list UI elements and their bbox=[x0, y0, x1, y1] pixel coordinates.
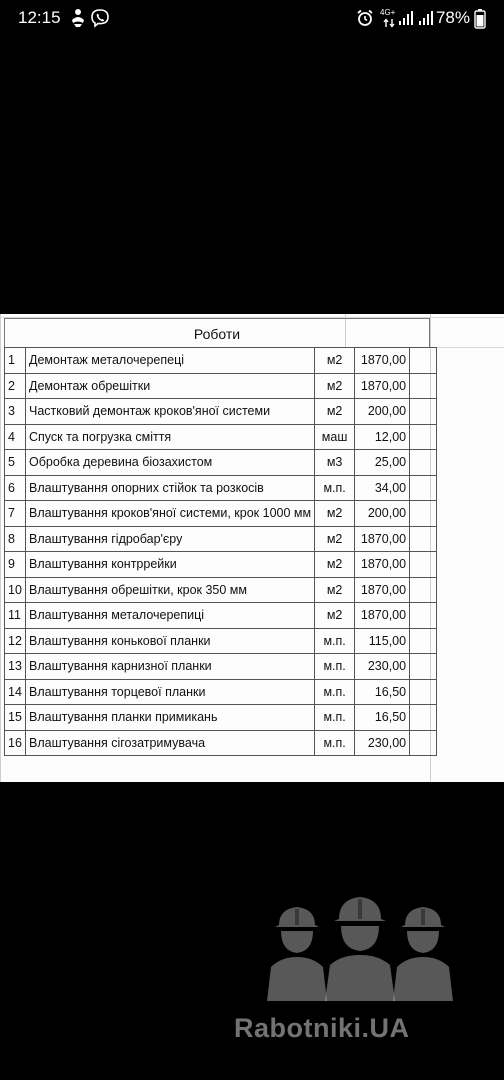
empty-cell bbox=[410, 628, 437, 654]
unit: м.п. bbox=[315, 475, 355, 501]
empty-cell bbox=[410, 348, 437, 374]
work-name: Обробка деревина біозахистом bbox=[26, 450, 315, 476]
row-number: 1 bbox=[5, 348, 26, 374]
empty-cell bbox=[410, 730, 437, 756]
table-row bbox=[5, 577, 437, 603]
work-name: Демонтаж металочерепеці bbox=[26, 348, 315, 374]
quantity: 25,00 bbox=[355, 450, 410, 476]
work-name: Демонтаж обрешітки bbox=[26, 373, 315, 399]
work-name: Спуск та погрузка сміття bbox=[26, 424, 315, 450]
empty-cell bbox=[410, 705, 437, 731]
work-name: Влаштування планки примикань bbox=[26, 705, 315, 731]
quantity: 230,00 bbox=[355, 654, 410, 680]
row-number: 2 bbox=[5, 373, 26, 399]
unit: м.п. bbox=[315, 730, 355, 756]
unit: м2 bbox=[315, 577, 355, 603]
row-number: 12 bbox=[5, 628, 26, 654]
viber-icon bbox=[90, 8, 110, 28]
row-number: 4 bbox=[5, 424, 26, 450]
table-row bbox=[5, 628, 437, 654]
work-name: Влаштування кроков'яної системи, крок 1000 мм bbox=[26, 501, 315, 527]
quantity: 200,00 bbox=[355, 399, 410, 425]
table-row bbox=[5, 730, 437, 756]
quantity: 1870,00 bbox=[355, 526, 410, 552]
row-number: 15 bbox=[5, 705, 26, 731]
unit: м3 bbox=[315, 450, 355, 476]
quantity: 1870,00 bbox=[355, 552, 410, 578]
alarm-icon bbox=[356, 9, 374, 27]
table-row bbox=[5, 475, 437, 501]
row-number: 7 bbox=[5, 501, 26, 527]
unit: м2 bbox=[315, 501, 355, 527]
signal-icon bbox=[418, 10, 434, 26]
row-number: 6 bbox=[5, 475, 26, 501]
quantity: 1870,00 bbox=[355, 603, 410, 629]
empty-cell bbox=[410, 424, 437, 450]
unit: м.п. bbox=[315, 628, 355, 654]
signal-icon bbox=[398, 10, 414, 26]
empty-cell bbox=[410, 679, 437, 705]
row-number: 14 bbox=[5, 679, 26, 705]
work-name: Влаштування карнизної планки bbox=[26, 654, 315, 680]
work-name: Влаштування опорних стійок та розкосів bbox=[26, 475, 315, 501]
quantity: 1870,00 bbox=[355, 373, 410, 399]
person-notification-icon bbox=[70, 8, 86, 28]
empty-cell bbox=[410, 603, 437, 629]
empty-cell bbox=[410, 450, 437, 476]
empty-cell bbox=[410, 373, 437, 399]
work-name: Влаштування металочерепиці bbox=[26, 603, 315, 629]
unit: м.п. bbox=[315, 705, 355, 731]
unit: м.п. bbox=[315, 679, 355, 705]
empty-cell bbox=[410, 577, 437, 603]
works-table bbox=[4, 347, 437, 756]
unit: маш bbox=[315, 424, 355, 450]
table-row bbox=[5, 654, 437, 680]
quantity: 115,00 bbox=[355, 628, 410, 654]
unit: м2 bbox=[315, 603, 355, 629]
table-row bbox=[5, 399, 437, 425]
row-number: 9 bbox=[5, 552, 26, 578]
quantity: 200,00 bbox=[355, 501, 410, 527]
unit: м.п. bbox=[315, 654, 355, 680]
row-number: 11 bbox=[5, 603, 26, 629]
row-number: 5 bbox=[5, 450, 26, 476]
table-row bbox=[5, 603, 437, 629]
table-row bbox=[5, 552, 437, 578]
empty-cell bbox=[410, 526, 437, 552]
row-number: 16 bbox=[5, 730, 26, 756]
status-bar bbox=[0, 0, 504, 38]
table-row bbox=[5, 705, 437, 731]
work-name: Влаштування конькової планки bbox=[26, 628, 315, 654]
empty-cell bbox=[410, 654, 437, 680]
quantity: 1870,00 bbox=[355, 348, 410, 374]
work-name: Влаштування торцевої планки bbox=[26, 679, 315, 705]
watermark-text: Rabotniki.UA bbox=[234, 1013, 410, 1043]
battery-percent: 78% bbox=[435, 8, 470, 27]
empty-cell bbox=[410, 501, 437, 527]
row-number: 10 bbox=[5, 577, 26, 603]
table-row bbox=[5, 373, 437, 399]
work-name: Влаштування обрешітки, крок 350 мм bbox=[26, 577, 315, 603]
network-arrows-icon bbox=[383, 18, 395, 28]
empty-cell bbox=[410, 552, 437, 578]
workers-helmet-logo-icon bbox=[267, 895, 467, 1005]
quantity: 230,00 bbox=[355, 730, 410, 756]
empty-cell bbox=[410, 475, 437, 501]
table-row bbox=[5, 348, 437, 374]
empty-cell bbox=[410, 399, 437, 425]
watermark bbox=[222, 895, 482, 1055]
work-name: Влаштування контррейки bbox=[26, 552, 315, 578]
table-row bbox=[5, 679, 437, 705]
work-name: Влаштування гідробар'єру bbox=[26, 526, 315, 552]
row-number: 8 bbox=[5, 526, 26, 552]
row-number: 3 bbox=[5, 399, 26, 425]
quantity: 16,50 bbox=[355, 705, 410, 731]
spreadsheet-image bbox=[0, 314, 504, 782]
table-row bbox=[5, 501, 437, 527]
unit: м2 bbox=[315, 552, 355, 578]
work-name: Частковий демонтаж кроков'яної системи bbox=[26, 399, 315, 425]
quantity: 16,50 bbox=[355, 679, 410, 705]
unit: м2 bbox=[315, 399, 355, 425]
row-number: 13 bbox=[5, 654, 26, 680]
work-name: Влаштування сігозатримувача bbox=[26, 730, 315, 756]
quantity: 34,00 bbox=[355, 475, 410, 501]
table-row bbox=[5, 424, 437, 450]
battery-icon bbox=[474, 9, 486, 29]
table-row bbox=[5, 450, 437, 476]
table-header: Роботи bbox=[4, 318, 430, 348]
unit: м2 bbox=[315, 348, 355, 374]
unit: м2 bbox=[315, 373, 355, 399]
network-type-label: 4G+ bbox=[380, 8, 396, 17]
quantity: 1870,00 bbox=[355, 577, 410, 603]
status-time: 12:15 bbox=[18, 8, 61, 27]
quantity: 12,00 bbox=[355, 424, 410, 450]
unit: м2 bbox=[315, 526, 355, 552]
table-row bbox=[5, 526, 437, 552]
